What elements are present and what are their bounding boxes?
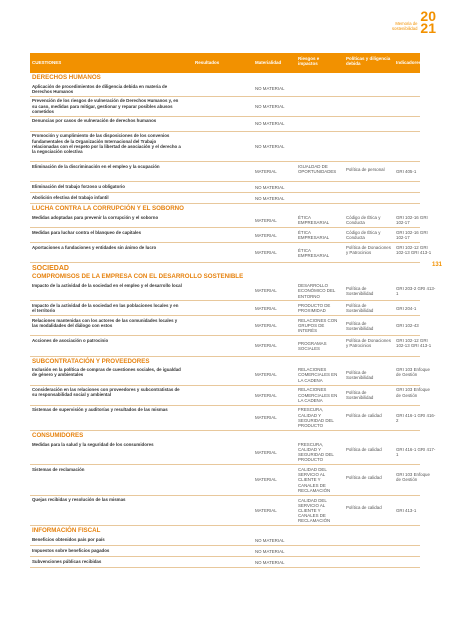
cell-indicadores: GRI 204-1 [396, 305, 417, 311]
table-row [30, 406, 436, 431]
cell-materialidad: MATERIAL [255, 217, 277, 223]
cell-materialidad: NO MATERIAL [255, 195, 285, 201]
table-row [30, 132, 420, 163]
section-title: COMPROMISOS DE LA EMPRESA CON EL DESARROLLO SOSTENIBLE [32, 273, 244, 281]
cell-indicadores: GRI 102-12 GRI 102-13 GRI 413-1 [396, 245, 432, 256]
cell-indicadores: GRI 103 Enfoque de Gestión [396, 387, 430, 398]
cell-cuestion: Consideración en las relaciones con proveedores y subcontratistas de su responsabilidad social y ambiental [32, 387, 180, 398]
cell-indicadores: GRI 103 Enfoque de Gestión [396, 472, 430, 483]
table-row [30, 546, 420, 557]
table-row [30, 193, 420, 204]
cell-riesgos: ÉTICA EMPRESARIAL [298, 215, 330, 226]
cell-materialidad: MATERIAL [255, 288, 277, 294]
cell-indicadores: GRI 102-12 GRI 102-13 GRI 413-1 [396, 338, 432, 349]
section-heading [30, 431, 420, 440]
cell-riesgos: PRODUCTO DE PROXIMIDAD [298, 303, 331, 314]
cell-materialidad: NO MATERIAL [255, 559, 285, 565]
table-row [30, 182, 420, 193]
cell-cuestion: Subvenciones públicas recibidas [32, 558, 102, 564]
cell-cuestion: Aportaciones a fundaciones y entidades sin ánimo de lucro [32, 244, 157, 250]
header-materialidad: Materialidad [255, 60, 282, 65]
cell-cuestion: Acciones de asociación o patrocinio [32, 337, 109, 343]
cell-materialidad: MATERIAL [255, 477, 277, 483]
cell-materialidad: MATERIAL [255, 250, 277, 256]
cell-riesgos: ÉTICA EMPRESARIAL [298, 247, 330, 258]
cell-politicas: Política de Sostenibilidad [346, 389, 374, 401]
table-row [30, 336, 432, 356]
cell-riesgos: ÉTICA EMPRESARIAL [298, 230, 330, 241]
cell-cuestion: Eliminación de la discriminación en el empleo y la ocupación [32, 163, 160, 169]
brand-caption [392, 21, 417, 31]
cell-riesgos: RELACIONES COMERCIALES EN LA CADENA [298, 367, 338, 383]
brand-year-top: 20 [420, 8, 436, 24]
cell-materialidad: NO MATERIAL [255, 548, 285, 554]
section-heading [30, 263, 420, 272]
table-row [30, 97, 420, 117]
cell-politicas: Código de Ética y Conducta [346, 230, 381, 241]
cell-indicadores: GRI 416-1 GRI 416-2 [396, 412, 436, 423]
table-row [30, 301, 420, 316]
cell-materialidad: MATERIAL [255, 392, 277, 398]
section-heading [30, 272, 420, 281]
cell-indicadores: GRI 416-1 GRI 417-1 [396, 446, 436, 458]
cell-materialidad: MATERIAL [255, 343, 277, 349]
cell-materialidad: MATERIAL [255, 305, 277, 311]
table-row [30, 557, 420, 568]
cell-cuestion: Denuncias por casos de vulneración de derechos humanos [32, 118, 157, 124]
cell-politicas: Política de Sostenibilidad [346, 369, 374, 381]
cell-politicas: Política de calidad [346, 412, 382, 418]
cell-indicadores: GRI 102-16 GRI 102-17 [396, 230, 428, 241]
section-title: SUBCONTRATACIÓN Y PROVEEDORES [32, 357, 150, 365]
table-row [30, 228, 428, 243]
cell-materialidad: MATERIAL [255, 415, 277, 421]
section-title: LUCHA CONTRA LA CORRUPCIÓN Y EL SOBORNO [32, 205, 184, 213]
section-heading [30, 204, 420, 213]
cell-materialidad: MATERIAL [255, 169, 277, 175]
cell-cuestion: Abolición efectiva del trabajo infantil [32, 194, 109, 200]
cell-riesgos: CALIDAD DEL SERVICIO AL CLIENTE Y CANALES DE RECLAMACIÓN [298, 497, 331, 524]
header-indicadores: Indicadores [396, 60, 422, 65]
brand-year [420, 10, 436, 34]
cell-riesgos: PROGRAMAS SOCIALES [298, 340, 327, 351]
table-row [30, 316, 420, 336]
table-row [30, 386, 430, 406]
cell-cuestion: Medidas para luchar contra el blanqueo de capitales [32, 229, 142, 235]
cell-cuestion: Medidas para la salud y la seguridad de los consumidores [32, 441, 154, 447]
section-title: INFORMACIÓN FISCAL [32, 527, 101, 535]
cell-cuestion: Sistemas de reclamación [32, 466, 85, 472]
cell-indicadores: GRI 413-1 [396, 507, 417, 513]
cell-materialidad: NO MATERIAL [255, 144, 285, 150]
cell-cuestion: Prevención de los riesgos de vulneración de Derechos Humanos y, en su caso, medidas para mitigar, gestionar y reparar posibles abusos cometidos [32, 98, 179, 114]
cell-politicas: Política de calidad [346, 474, 382, 480]
cell-riesgos: CALIDAD DEL SERVICIO AL CLIENTE Y CANALES DE RECLAMACIÓN [298, 467, 331, 493]
cell-materialidad: NO MATERIAL [255, 537, 285, 543]
cell-indicadores: GRI 102-16 GRI 102-17 [396, 215, 428, 226]
table-row [30, 82, 420, 97]
cell-materialidad: MATERIAL [255, 507, 277, 513]
header-resultados: Resultados [195, 60, 220, 65]
cell-riesgos: FRESCURA, CALIDAD Y SEGURIDAD DEL PRODUCTO [298, 407, 334, 429]
table-row [30, 162, 420, 182]
table-row [30, 243, 432, 263]
cell-riesgos: FRESCURA, CALIDAD Y SEGURIDAD DEL PRODUCTO [298, 441, 334, 463]
cell-cuestion: Impacto de la actividad de la sociedad en las poblaciones locales y en el territorio [32, 302, 179, 314]
section-title: SOCIEDAD [32, 265, 69, 273]
cell-cuestion: Inclusión en la política de compras de cuestiones sociales, de igualdad de género y ambientales [32, 367, 181, 378]
cell-materialidad: NO MATERIAL [255, 103, 285, 109]
cell-cuestion: Beneficios obtenidos país por país [32, 536, 105, 542]
header-politicas: Políticas y diligencia debida [346, 56, 391, 66]
cell-politicas: Política de Sostenibilidad [346, 303, 374, 314]
table-row [30, 281, 436, 301]
cell-cuestion: Sistemas de supervisión y auditorías y resultados de las mismas [32, 407, 168, 413]
table-row [30, 366, 430, 386]
brand-line-1: Memoria de [395, 20, 418, 26]
cell-materialidad: MATERIAL [255, 232, 277, 238]
cell-indicadores: GRI 102-43 [396, 323, 419, 329]
header-riesgos: Riesgos e impactos [298, 56, 320, 66]
cell-politicas: Política de personal [346, 166, 385, 172]
cell-riesgos: RELACIONES COMERCIALES EN LA CADENA [298, 387, 338, 403]
cell-riesgos: DESARROLLO ECONÓMICO DEL ENTORNO [298, 283, 336, 299]
section-title: DERECHOS HUMANOS [32, 74, 101, 81]
section-heading [30, 526, 420, 535]
section-title: CONSUMIDORES [32, 432, 84, 439]
header-cuestiones: CUESTIONES [32, 60, 62, 65]
cell-politicas: Política de calidad [346, 446, 382, 452]
cell-politicas: Política de Sostenibilidad [346, 320, 374, 331]
brand-year-bottom: 21 [420, 20, 436, 36]
cell-indicadores: GRI 203-2 GRI 413-1 [396, 285, 436, 296]
cell-cuestion: Aplicación de procedimientos de diligencia debida en materia de Derechos Humanos [32, 83, 168, 94]
cell-indicadores: GRI 103 Enfoque de Gestión [396, 367, 430, 378]
cell-cuestion: Promoción y cumplimiento de las disposiciones de los convenios fundamentales de la Organización Internacional del Trabajo relacionadas con el respeto por la libertad de asociación y el derecho a la negociación colectiva [32, 133, 181, 154]
cell-politicas: Código de Ética y Conducta [346, 215, 381, 226]
table-body [30, 73, 436, 568]
table-row [30, 496, 420, 527]
gri-index-table [30, 53, 436, 568]
cell-materialidad: NO MATERIAL [255, 86, 285, 92]
table-row [30, 213, 428, 228]
cell-materialidad: MATERIAL [255, 449, 277, 455]
table-row [30, 440, 436, 465]
cell-riesgos: IGUALDAD DE OPORTUNIDADES [298, 164, 337, 175]
cell-materialidad: NO MATERIAL [255, 184, 285, 190]
cell-cuestion: Impuestos sobre beneficios pagados [32, 547, 110, 553]
table-row [30, 117, 420, 132]
cell-cuestion: Medidas adoptadas para prevenir la corrupción y el soborno [32, 214, 159, 220]
section-heading [30, 73, 420, 82]
report-brand [392, 10, 436, 34]
cell-materialidad: MATERIAL [255, 323, 277, 329]
cell-cuestion: Quejas recibidas y resolución de las mismas [32, 497, 126, 503]
cell-cuestion: Relaciones mantenidas con los actores de las comunidades locales y las modalidades del diálogo con estos [32, 317, 178, 329]
brand-line-2: sostenibilidad [392, 25, 418, 31]
section-heading [30, 357, 420, 366]
cell-materialidad: MATERIAL [255, 372, 277, 378]
cell-politicas: Política de Donaciones y Patrocinios [346, 338, 391, 349]
cell-riesgos: RELACIONES CON GRUPOS DE INTERÉS [298, 318, 338, 334]
table-row [30, 535, 420, 546]
cell-materialidad: NO MATERIAL [255, 121, 285, 127]
cell-politicas: Política de calidad [346, 505, 382, 511]
cell-politicas: Política de Sostenibilidad [346, 285, 374, 296]
cell-cuestion: Impacto de la actividad de la sociedad en el empleo y el desarrollo local [32, 282, 182, 288]
table-row [30, 465, 430, 496]
table-header [30, 53, 420, 73]
cell-politicas: Política de Donaciones y Patrocinios [346, 245, 391, 256]
cell-cuestion: Eliminación del trabajo forzoso u obligatorio [32, 183, 125, 189]
page-number: 131 [431, 262, 442, 268]
cell-indicadores: GRI 405-1 [396, 169, 417, 175]
